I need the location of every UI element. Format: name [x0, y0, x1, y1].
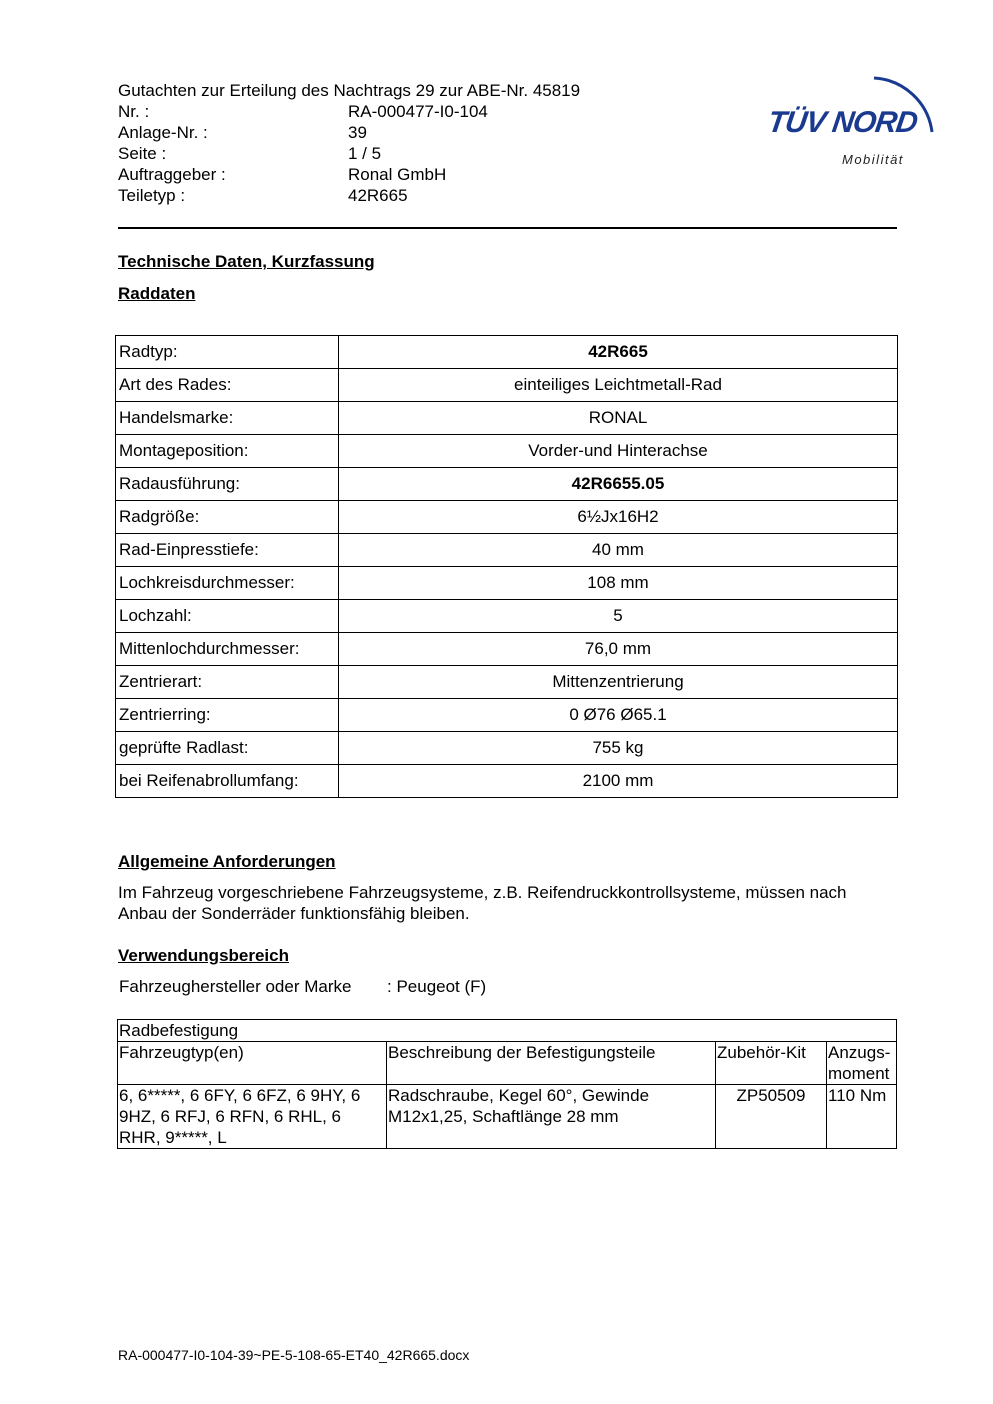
mounting-header-row — [118, 1042, 897, 1085]
wheel-value-cell: 5 — [339, 600, 898, 633]
wheel-value-cell: 76,0 mm — [339, 633, 898, 666]
wheel-label-cell: Zentrierart: — [116, 666, 339, 699]
wheel-label-cell: Radgröße: — [116, 501, 339, 534]
section-usage-heading: Verwendungsbereich — [118, 946, 289, 965]
wheel-data-table — [115, 335, 898, 798]
section-raddaten-heading: Raddaten — [118, 284, 196, 303]
section-technical-heading: Technische Daten, Kurzfassung — [118, 252, 375, 271]
tuv-nord-logo — [762, 56, 942, 172]
wheel-label-cell: Handelsmarke: — [116, 402, 339, 435]
header-row — [118, 164, 580, 185]
manufacturer-value: : Peugeot (F) — [387, 977, 487, 996]
header-value: 42R665 — [348, 186, 408, 205]
table-row — [116, 600, 898, 633]
header-row — [118, 101, 580, 122]
table-row — [116, 699, 898, 732]
wheel-value-cell: 42R6655.05 — [339, 468, 898, 501]
wheel-label-cell: bei Reifenabrollumfang: — [116, 765, 339, 798]
fastener-description-cell: Radschraube, Kegel 60°, Gewinde M12x1,25, Schaftlänge 28 mm — [387, 1085, 716, 1149]
wheel-value-cell: RONAL — [339, 402, 898, 435]
header-label: Seite : — [118, 144, 167, 163]
wheel-value-cell: 0 Ø76 Ø65.1 — [339, 699, 898, 732]
wheel-value-cell: 2100 mm — [339, 765, 898, 798]
document-header — [118, 80, 580, 206]
wheel-value-cell: 42R665 — [339, 336, 898, 369]
header-label: Teiletyp : — [118, 186, 186, 205]
section-requirements-heading: Allgemeine Anforderungen — [118, 852, 336, 871]
table-row — [116, 666, 898, 699]
wheel-label-cell: Montageposition: — [116, 435, 339, 468]
mounting-title: Radbefestigung — [118, 1020, 897, 1042]
mounting-header-cell: Fahrzeugtyp(en) — [118, 1042, 387, 1085]
mounting-header-cell: Zubehör-Kit — [716, 1042, 827, 1085]
wheel-value-cell: Vorder-und Hinterachse — [339, 435, 898, 468]
table-row — [116, 468, 898, 501]
wheel-label-cell: Radtyp: — [116, 336, 339, 369]
wheel-label-cell: Radausführung: — [116, 468, 339, 501]
wheel-label-cell: Rad-Einpresstiefe: — [116, 534, 339, 567]
header-divider — [118, 227, 897, 229]
table-row — [116, 369, 898, 402]
wheel-value-cell: 755 kg — [339, 732, 898, 765]
wheel-value-cell: 40 mm — [339, 534, 898, 567]
header-row — [118, 122, 580, 143]
wheel-value-cell: Mittenzentrierung — [339, 666, 898, 699]
vehicle-types-cell: 6, 6*****, 6 6FY, 6 6FZ, 6 9HY, 6 9HZ, 6 RFJ, 6 RFN, 6 RHL, 6 RHR, 9*****, L — [118, 1085, 387, 1149]
wheel-label-cell: Zentrierring: — [116, 699, 339, 732]
wheel-value-cell: 108 mm — [339, 567, 898, 600]
table-row — [116, 336, 898, 369]
table-row — [116, 765, 898, 798]
header-row — [118, 143, 580, 164]
mounting-table — [117, 1019, 897, 1149]
mounting-header-cell: Beschreibung der Befestigungsteile — [387, 1042, 716, 1085]
wheel-label-cell: Art des Rades: — [116, 369, 339, 402]
header-value: Ronal GmbH — [348, 165, 447, 184]
header-row — [118, 185, 580, 206]
wheel-label-cell: geprüfte Radlast: — [116, 732, 339, 765]
table-row — [116, 534, 898, 567]
footer-filename: RA-000477-I0-104-39~PE-5-108-65-ET40_42R665.docx — [118, 1347, 470, 1363]
requirements-text: Im Fahrzeug vorgeschriebene Fahrzeugsysteme, z.B. Reifendruckkontrollsysteme, müssen nach Anbau der Sonderräder funktionsfähig bleiben. — [118, 883, 847, 923]
table-row — [116, 435, 898, 468]
manufacturer-label: Fahrzeughersteller oder Marke — [119, 977, 352, 996]
wheel-value-cell: einteiliges Leichtmetall-Rad — [339, 369, 898, 402]
torque-cell: 110 Nm — [827, 1085, 897, 1149]
table-row — [116, 732, 898, 765]
wheel-value-cell: 6½Jx16H2 — [339, 501, 898, 534]
report-title: Gutachten zur Erteilung des Nachtrags 29 zur ABE-Nr. 45819 — [118, 81, 581, 100]
logo-brand: TÜV NORD — [765, 106, 920, 139]
mounting-header-cell: Anzugs-moment — [827, 1042, 897, 1085]
wheel-label-cell: Lochkreisdurchmesser: — [116, 567, 339, 600]
wheel-label-cell: Mittenlochdurchmesser: — [116, 633, 339, 666]
accessory-kit-cell: ZP50509 — [716, 1085, 827, 1149]
header-label: Auftraggeber : — [118, 165, 226, 184]
mounting-title-row — [118, 1020, 897, 1042]
header-label: Anlage-Nr. : — [118, 123, 208, 142]
table-row — [116, 501, 898, 534]
header-value: 39 — [348, 123, 367, 142]
manufacturer-line — [119, 977, 486, 997]
header-value: RA-000477-I0-104 — [348, 102, 488, 121]
wheel-label-cell: Lochzahl: — [116, 600, 339, 633]
table-row — [116, 633, 898, 666]
header-value: 1 / 5 — [348, 144, 382, 163]
table-row — [116, 567, 898, 600]
table-row — [116, 402, 898, 435]
table-row — [118, 1085, 897, 1149]
logo-subtitle: Mobilität — [842, 152, 904, 167]
header-label: Nr. : — [118, 102, 150, 121]
